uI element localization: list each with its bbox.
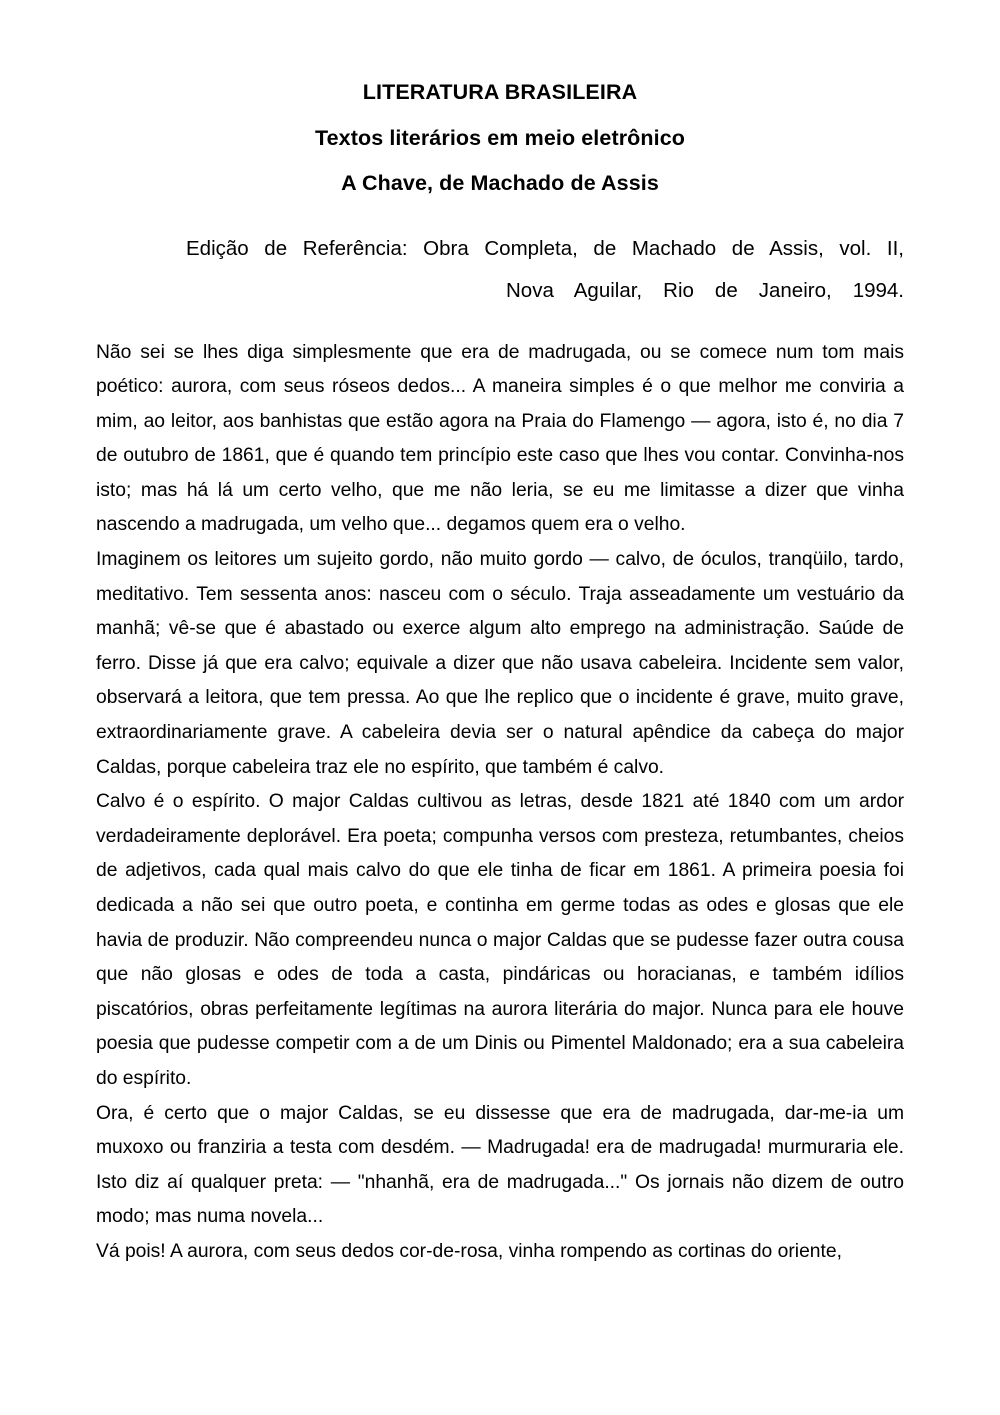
paragraph: Ora, é certo que o major Caldas, se eu dissesse que era de madrugada, dar-me-ia um muxoxo ou franziria a testa com desdém. — Madrugada! era de madrugada! murmuraria ele. Isto diz aí qualquer preta: — "nhanhã, era de madrugada..." Os jornais não dizem de outro modo; mas numa novela...: [96, 1102, 904, 1228]
paragraph: Não sei se lhes diga simplesmente que era de madrugada, ou se comece num tom mais poético: aurora, com seus róseos dedos... A maneira simples é o que melhor me conviria a mim, ao leitor, aos banhistas que estão agora na Praia do Flamengo — agora, isto é, no dia 7 de outubro de 1861, que é quando tem princípio este caso que lhes vou contar. Convinha-nos isto; mas há lá um certo velho, que me não leria, se eu me limitasse a dizer que vinha nascendo a madrugada, um velho que... degamos quem era o velho.: [96, 341, 904, 536]
document-title-line-1: LITERATURA BRASILEIRA: [362, 80, 638, 104]
document-title-line-3: A Chave, de Machado de Assis: [341, 171, 659, 195]
paragraph: Vá pois! A aurora, com seus dedos cor-de-rosa, vinha rompendo as cortinas do oriente,: [96, 1240, 842, 1262]
paragraph: Calvo é o espírito. O major Caldas cultivou as letras, desde 1821 até 1840 com um ardor verdadeiramente deplorável. Era poeta; compunha versos com presteza, retumbantes, cheios de adjetivos, cada qual mais calvo do que ele tinha de ficar em 1861. A primeira poesia foi dedicada a não sei que outro poeta, e continha em germe todas as odes e glosas que ele havia de produzir. Não compreendeu nunca o major Caldas que se pudesse fazer outra cousa que não glosas e odes de toda a casta, pindáricas ou horacianas, e também idílios piscatórios, obras perfeitamente legítimas na aurora literária do major. Nunca para ele houve poesia que pudesse competir com a de um Dinis ou Pimentel Maldonado; era a sua cabeleira do espírito.: [96, 791, 904, 1089]
edition-reference: [96, 236, 904, 302]
document-header: [96, 82, 904, 195]
document-title-line-2: Textos literários em meio eletrônico: [314, 125, 685, 150]
paragraph: Imaginem os leitores um sujeito gordo, não muito gordo — calvo, de óculos, tranqüilo, tardo, meditativo. Tem sessenta anos: nasceu com o século. Traja asseadamente um vestuário da manhã; vê-se que é abastado ou exerce algum alto emprego na administração. Saúde de ferro. Disse já que era calvo; equivale a dizer que não usava cabeleira. Incidente sem valor, observará a leitora, que tem pressa. Ao que lhe replico que o incidente é grave, muito grave, extraordinariamente grave. A cabeleira devia ser o natural apêndice da cabeça do major Caldas, porque cabeleira traz ele no espírito, que também é calvo.: [96, 549, 904, 778]
edition-reference-line-1: Edição de Referência: Obra Completa, de Machado de Assis, vol. II,: [186, 236, 904, 260]
edition-reference-line-2: Nova Aguilar, Rio de Janeiro, 1994.: [506, 279, 904, 302]
document-body: [96, 336, 904, 1270]
